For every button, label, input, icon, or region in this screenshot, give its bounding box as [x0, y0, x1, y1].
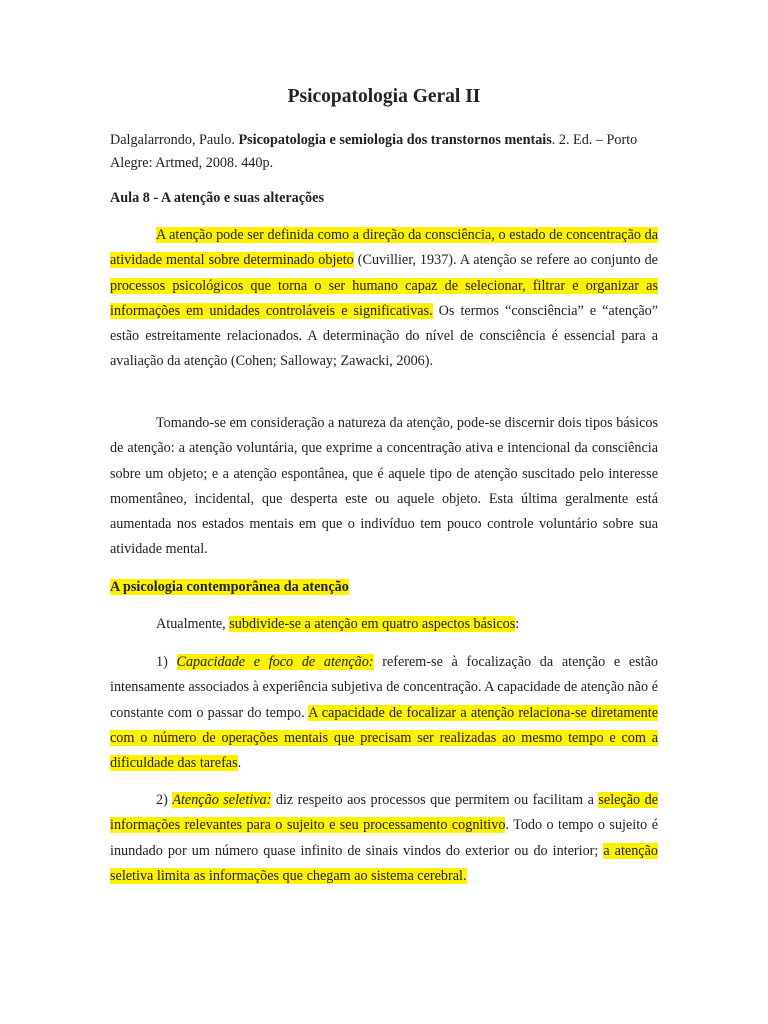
text-run: 2)	[156, 792, 173, 808]
text-run: . Todo o tempo o sujeito é inundado por um número quase infinito de sinais vindos do exterior ou do interior;	[110, 817, 658, 859]
reference-author: Dalgalarrondo, Paulo.	[110, 132, 239, 148]
highlight: subdivide-se a atenção em quatro aspectos básicos	[229, 616, 516, 632]
text-run: Atualmente,	[156, 616, 230, 632]
paragraph-attention-types: Tomando-se em consideração a natureza da atenção, pode-se discernir dois tipos básicos de atenção: a atenção voluntária, que exprime a concentração ativa e intencional da consciência sobre um objeto; e a atenção espontânea, que é aquele tipo de atenção suscitado pelo interesse momentâneo, incidental, que desperta este ou aquele objeto. Esta última geralmente está aumentada nos estados mentais em que o indivíduo tem pouco controle voluntário sobre sua atividade mental.	[110, 415, 658, 558]
reference-details: . 2. Ed. – Porto Alegre: Artmed, 2008. 440p.	[110, 132, 638, 171]
highlight: a atenção seletiva limita as informações que chegam ao sistema cerebral.	[110, 842, 658, 884]
paragraph-aspect-2	[110, 788, 658, 889]
highlight-italic: Atenção seletiva:	[172, 792, 272, 808]
text-run: 1)	[156, 654, 177, 670]
highlight: A psicologia contemporânea da atenção	[110, 579, 349, 595]
section-heading	[110, 579, 349, 596]
text-run: :	[515, 616, 520, 632]
document-title: Psicopatologia Geral II	[287, 86, 481, 107]
text-run: (Cuvillier, 1937). A atenção se refere ao conjunto de	[353, 252, 658, 269]
text-run: diz respeito aos processos que permitem ou facilitam a	[271, 792, 599, 808]
text-run: Os termos “consciência” e “atenção” estão estreitamente relacionados. A determinação do nível de consciência é essencial para a avaliação da atenção (Cohen; Salloway; Zawacki, 2006).	[110, 302, 659, 370]
highlight: processos psicológicos que torna o ser humano capaz de selecionar, filtrar e organizar as informações em unidades controláveis e significativas.	[110, 277, 658, 319]
text-run: .	[237, 755, 242, 772]
reference-book-title: Psicopatologia e semiologia dos transtornos mentais	[238, 132, 552, 148]
highlight-italic: Capacidade e foco de atenção:	[176, 654, 374, 670]
bibliographic-reference	[110, 129, 658, 175]
highlight: seleção de informações relevantes para o sujeito e seu processamento cognitivo	[110, 792, 659, 834]
highlight: A capacidade de focalizar a atenção relaciona-se diretamente com o número de operações mentais que precisam ser realizadas ao mesmo tempo e com a dificuldade das tarefas	[110, 704, 659, 772]
text-run: referem-se à focalização da atenção e estão intensamente associados à experiência subjetiva de concentração. A capacidade de atenção não é constante com o passar do tempo.	[110, 654, 658, 721]
highlight: A atenção pode ser definida como a direção da consciência, o estado de concentração da atividade mental sobre determinado objeto	[110, 227, 658, 269]
paragraph-subdivision	[110, 612, 658, 637]
paragraph-aspect-1	[110, 650, 658, 776]
lesson-heading: Aula 8 - A atenção e suas alterações	[110, 190, 324, 206]
paragraph-definition	[110, 223, 658, 375]
